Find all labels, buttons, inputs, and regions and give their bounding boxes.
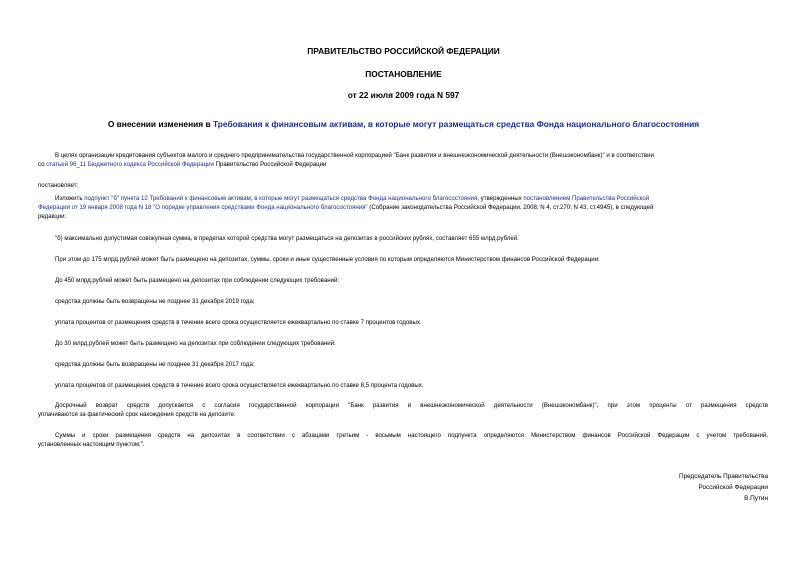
date-number-heading: от 22 июля 2009 года N 597 bbox=[347, 90, 460, 100]
change-middle: , утвержденных bbox=[477, 195, 524, 202]
requirements-subpoint-link[interactable]: подпункт "б" пункта 12 Требований к финансовым активам, в которые могут размещаться средства Фонда национального благосостояния bbox=[84, 195, 478, 202]
deposit-450-paragraph: До 450 млрд.рублей может быть размещено на депозитах при соблюдении следующих требований: bbox=[55, 277, 340, 284]
deposit-30-return: средства должны быть возвращены не позднее 31 декабря 2017 года; bbox=[55, 361, 255, 368]
resolution-link-part2[interactable]: Федерации от 19 января 2008 года N 18 "О порядке управления средствами Фонда национального благосостояния" bbox=[38, 204, 368, 211]
sums-terms-line2: установленных настоящим пунктом;". bbox=[38, 441, 145, 448]
intro-suffix: Правительство Российской Федерации bbox=[213, 161, 327, 168]
deposit-30-interest: уплата процентов от размещения средств в течение всего срока осуществляется ежеквартально по ставке 8,5 процента годовых. bbox=[55, 382, 424, 389]
intro-prefix: со bbox=[38, 161, 47, 168]
change-paragraph-line3: редакции: bbox=[38, 213, 67, 220]
early-return-line1: Досрочный возврат средств допускается с согласия государственной корпорации "Банк развития и внешнеэкономической деятельности (Внешэкономбанк)", при этом проценты от размещения средств bbox=[55, 402, 768, 409]
document-type-heading: ПОСТАНОВЛЕНИЕ bbox=[365, 69, 442, 79]
early-return-line2: уплачиваются за фактический срок нахождения средств на депозите. bbox=[38, 411, 236, 418]
signature-name: В.Путин bbox=[744, 495, 768, 502]
deposit-450-return: средства должны быть возвращены не позднее 31 декабря 2019 года; bbox=[55, 298, 255, 305]
change-paragraph-line1 bbox=[38, 195, 768, 203]
deposit-175-paragraph: При этом до 175 млрд.рублей может быть размещено на депозитах, суммы, сроки и иные существенные условия по которым определяются Министерством финансов Российской Федерации. bbox=[55, 256, 600, 263]
change-prefix: Изложить bbox=[55, 195, 85, 202]
change-suffix: (Собрание законодательства Российской Федерации, 2008, N 4, ст.270; N 43, ст.4945), в следующей bbox=[367, 204, 654, 211]
deposit-450-interest: уплата процентов от размещения средств в течение всего срока осуществляется ежеквартально по ставке 7 процентов годовых. bbox=[55, 319, 422, 326]
signature-country: Российской Федерации bbox=[698, 484, 768, 491]
change-paragraph-line2 bbox=[38, 204, 768, 212]
budget-code-link[interactable]: статьей 96_11 Бюджетного кодекса Российской Федерации bbox=[46, 161, 214, 168]
intro-paragraph-line2 bbox=[38, 161, 768, 169]
signature-position: Председатель Правительства bbox=[679, 473, 768, 480]
document-title bbox=[0, 119, 807, 130]
decree-word: постановляет: bbox=[38, 182, 79, 189]
sums-terms-line1: Суммы и сроки размещения средств на депозитах в соответствии с абзацами третьим - восьмым настоящего подпункта определяются Министерством финансов Российской Федерации с учетом требований, bbox=[55, 432, 768, 439]
title-prefix: О внесении изменения в bbox=[107, 119, 213, 129]
government-heading: ПРАВИТЕЛЬСТВО РОССИЙСКОЙ ФЕДЕРАЦИИ bbox=[307, 46, 500, 56]
subpoint-b-paragraph: "б) максимально допустимая совокупная сумма, в пределах которой средства могут размещаться на депозитах в российских рублях, составляет 655 млрд.рублей. bbox=[55, 235, 519, 242]
resolution-link-part1[interactable]: постановлением Правительства Российской bbox=[523, 195, 650, 202]
intro-paragraph-line1: В целях организации кредитования субъектов малого и среднего предпринимательства государственной корпорацией "Банк развития и внешнеэкономической деятельности (Внешэкономбанк)" и в соответствии bbox=[55, 152, 654, 159]
deposit-30-paragraph: До 30 млрд.рублей может быть размещено на депозитах при соблюдении следующих требований: bbox=[55, 340, 336, 347]
title-link[interactable]: Требования к финансовым активам, в которые могут размещаться средства Фонда национального благосостояния bbox=[212, 119, 700, 129]
